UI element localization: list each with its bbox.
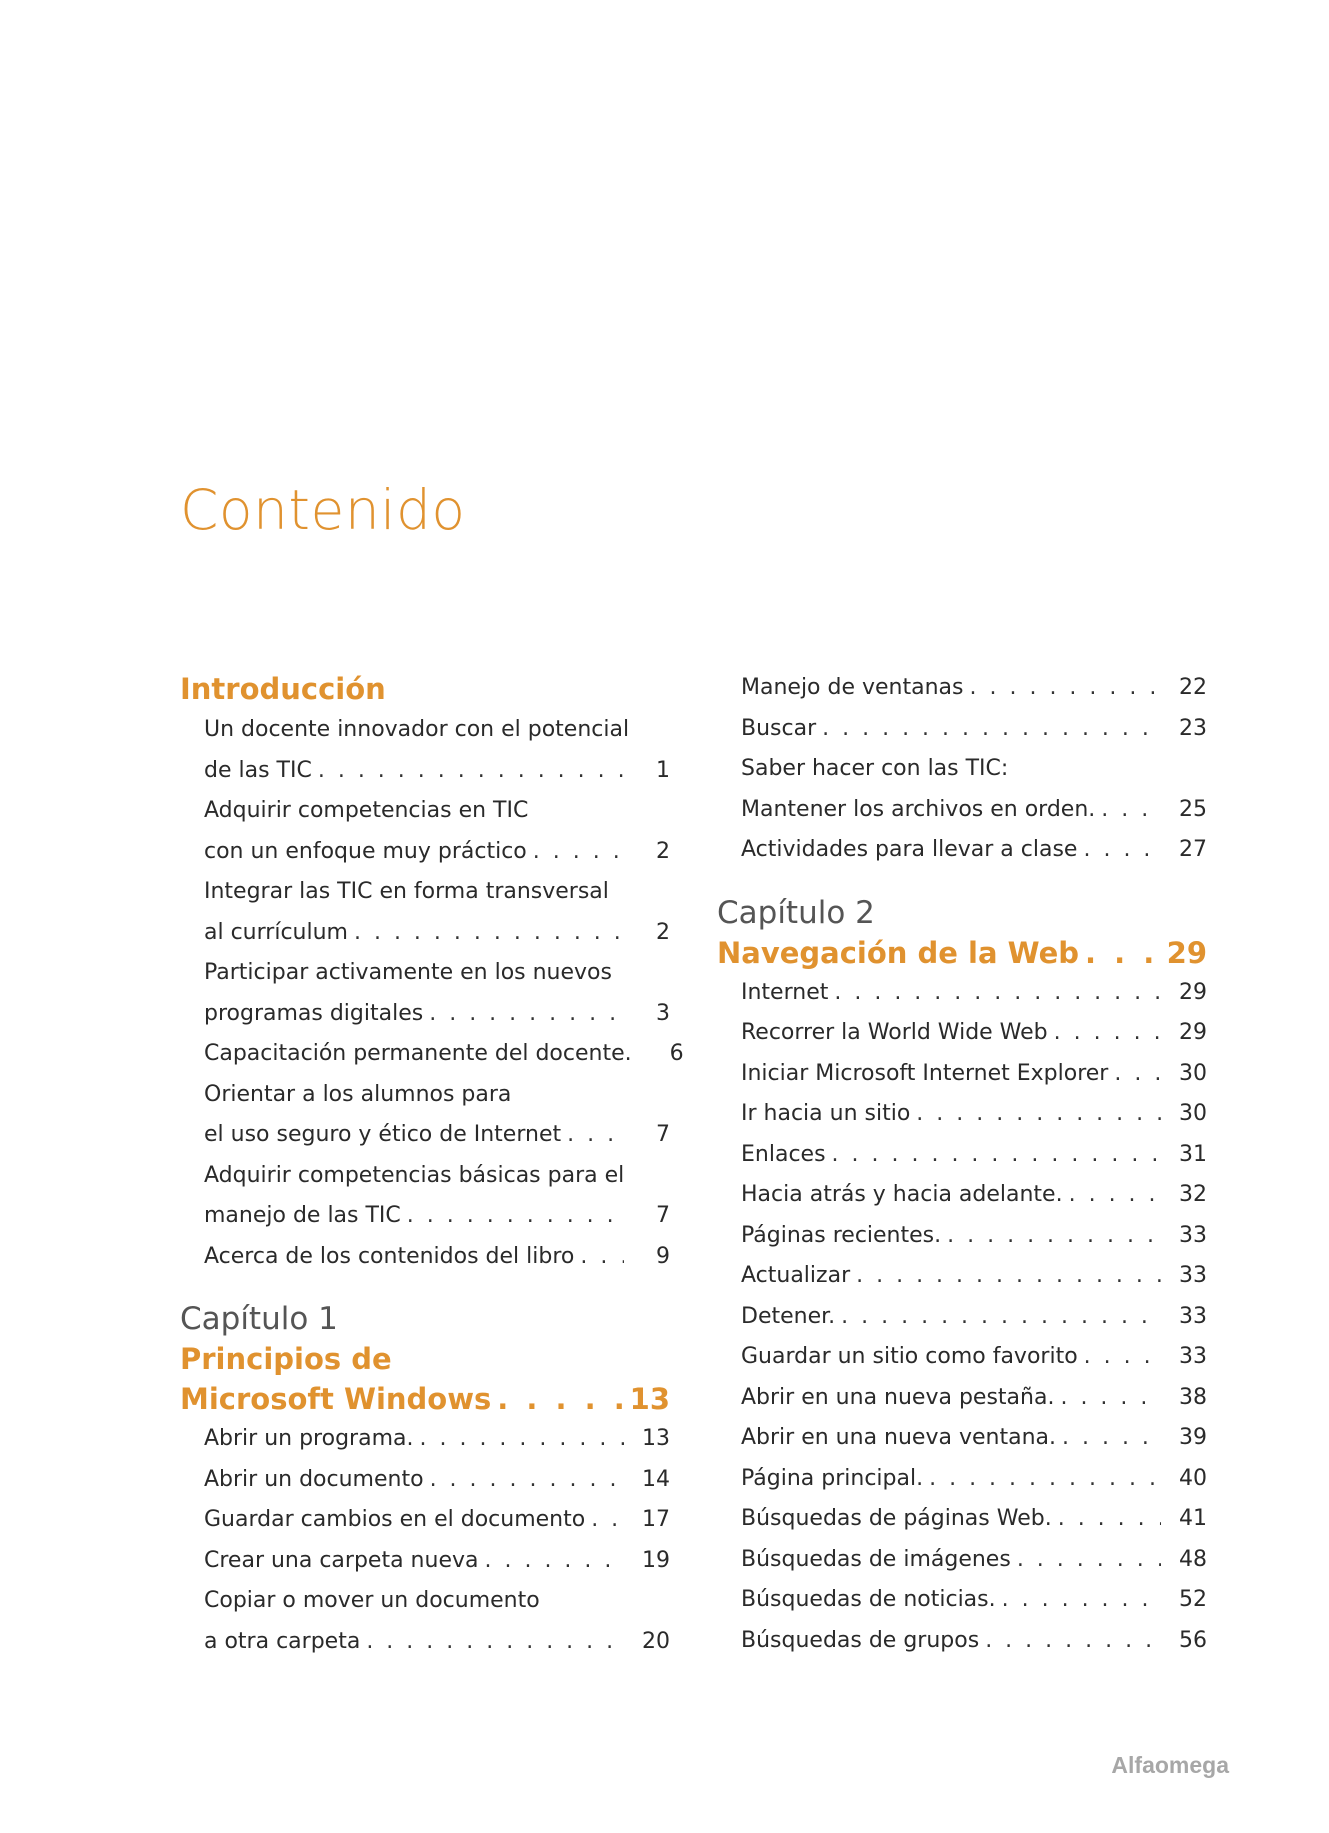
toc-entry-page: 30 — [1179, 1101, 1207, 1126]
toc-entry-page: 13 — [642, 1426, 670, 1451]
toc-entry-page: 20 — [642, 1628, 670, 1654]
chapter2-title-line — [717, 933, 1207, 973]
toc-entry-page: 22 — [1179, 675, 1207, 700]
toc-entry-page: 2 — [656, 838, 670, 864]
intro-heading: Introducción — [180, 672, 386, 706]
toc-entry-page: 33 — [1179, 1263, 1207, 1288]
toc-entry-page: 25 — [1179, 796, 1207, 822]
dot-leader — [856, 1256, 1161, 1297]
toc-entry-text: Actualizar — [741, 1263, 851, 1288]
dot-leader — [1085, 933, 1161, 973]
dot-leader — [1058, 1499, 1161, 1540]
dot-leader — [832, 1135, 1161, 1176]
toc-entry-page: 52 — [1179, 1587, 1207, 1612]
toc-entry-page: 29 — [1179, 979, 1207, 1005]
dot-leader — [484, 1541, 624, 1582]
toc-entry — [717, 749, 1207, 790]
dot-leader — [929, 1459, 1161, 1500]
toc-entry-page: 7 — [656, 1203, 670, 1228]
toc-entry-page: 32 — [1179, 1182, 1207, 1207]
dot-leader — [834, 973, 1161, 1014]
toc-entry-text: de las TIC — [204, 757, 312, 783]
toc-entry-page: 3 — [656, 1000, 670, 1026]
toc-entry-text: Adquirir competencias en TIC — [204, 798, 529, 823]
toc-entry-text: programas digitales — [204, 1000, 424, 1026]
toc-entry — [717, 709, 1207, 750]
toc-entry-text: Un docente innovador con el potencial — [204, 717, 630, 742]
dot-leader — [497, 1379, 623, 1419]
toc-entry-page: 27 — [1179, 837, 1207, 862]
dot-leader — [354, 913, 624, 954]
toc-entry — [717, 830, 1207, 871]
dot-leader — [1002, 1580, 1161, 1621]
continued-entry-list — [717, 668, 1207, 871]
toc-entry — [180, 1581, 670, 1622]
toc-entry — [180, 913, 670, 954]
toc-entry-text: Búsquedas de páginas Web. — [741, 1506, 1052, 1531]
chapter2-title-text: Navegación de la Web — [717, 935, 1080, 970]
toc-entry-page: 33 — [1179, 1344, 1207, 1369]
toc-entry — [180, 1196, 670, 1237]
toc-entry — [180, 1460, 670, 1501]
chapter1-title-text-2: Microsoft Windows — [180, 1382, 492, 1416]
toc-entry-text: Ir hacia un sitio — [741, 1101, 911, 1126]
toc-entry — [180, 1541, 670, 1582]
toc-entry-text: con un enfoque muy práctico — [204, 838, 527, 864]
toc-entry — [717, 1135, 1207, 1176]
toc-entry-page: 14 — [642, 1466, 670, 1492]
toc-left-column — [180, 668, 684, 1662]
toc-entry-text: Iniciar Microsoft Internet Explorer — [741, 1060, 1109, 1086]
toc-entry-text: Guardar un sitio como favorito — [741, 1344, 1078, 1369]
toc-entry — [717, 1540, 1207, 1581]
toc-entry-text: el uso seguro y ético de Internet — [204, 1122, 562, 1147]
toc-entry — [717, 668, 1207, 709]
toc-entry — [717, 1175, 1207, 1216]
dot-leader — [1062, 1418, 1161, 1459]
toc-entry-text: Buscar — [741, 715, 817, 741]
dot-leader — [985, 1621, 1161, 1662]
dot-leader — [567, 1115, 624, 1156]
chapter1-entry-list — [180, 1419, 670, 1662]
toc-entry-text: Crear una carpeta nueva — [204, 1547, 479, 1573]
toc-entry-page: 6 — [669, 1041, 684, 1066]
toc-entry-page: 40 — [1179, 1465, 1207, 1491]
toc-entry-page: 56 — [1179, 1627, 1207, 1653]
page-title: Contenido — [180, 478, 466, 542]
publisher-logo-text: Alfaomega — [1111, 1752, 1229, 1778]
toc-entry-page: 48 — [1179, 1546, 1207, 1572]
toc-entry — [717, 1499, 1207, 1540]
toc-entry — [717, 1013, 1207, 1054]
toc-entry — [180, 1237, 670, 1278]
toc-right-column — [717, 668, 1207, 1661]
chapter1-title-line2 — [180, 1379, 670, 1419]
toc-entry — [717, 973, 1207, 1014]
toc-entry-text: Búsquedas de grupos — [741, 1627, 980, 1653]
chapter2-page: 29 — [1166, 935, 1207, 970]
toc-entry — [180, 832, 670, 873]
toc-entry-text: Integrar las TIC en forma transversal — [204, 879, 609, 904]
toc-entry-text: Hacia atrás y hacia adelante. — [741, 1182, 1063, 1207]
dot-leader — [1017, 1540, 1161, 1581]
toc-entry-page: 38 — [1179, 1384, 1207, 1410]
toc-entry-page: 2 — [656, 919, 670, 945]
dot-leader — [419, 1419, 624, 1460]
toc-entry-text: Manejo de ventanas — [741, 675, 964, 700]
toc-entry-text: Recorrer la World Wide Web — [741, 1020, 1048, 1045]
toc-entry — [180, 791, 670, 832]
toc-entry — [717, 1418, 1207, 1459]
dot-leader — [429, 994, 624, 1035]
toc-entry — [180, 872, 670, 913]
toc-entry-page: 39 — [1179, 1425, 1207, 1450]
toc-entry-text: Página principal. — [741, 1465, 924, 1491]
toc-entry-text: Búsquedas de imágenes — [741, 1546, 1011, 1572]
toc-entry — [717, 1094, 1207, 1135]
dot-leader — [533, 832, 624, 873]
toc-entry-text: Detener. — [741, 1303, 836, 1329]
dot-leader — [1060, 1378, 1161, 1419]
toc-entry — [180, 994, 670, 1035]
toc-entry-text: Páginas recientes. — [741, 1222, 942, 1248]
chapter2-label: Capítulo 2 — [717, 894, 875, 931]
toc-entry-text: Búsquedas de noticias. — [741, 1587, 996, 1612]
dot-leader — [916, 1094, 1161, 1135]
toc-entry-text: Participar activamente en los nuevos — [204, 960, 612, 985]
dot-leader — [1114, 1054, 1161, 1095]
toc-entry-text: Mantener los archivos en orden. — [741, 796, 1096, 822]
toc-entry-text: Guardar cambios en el documento — [204, 1507, 586, 1532]
toc-entry-page: 31 — [1179, 1141, 1207, 1167]
toc-entry-text: a otra carpeta — [204, 1628, 361, 1654]
dot-leader — [970, 668, 1162, 709]
toc-entry-text: manejo de las TIC — [204, 1203, 401, 1228]
toc-entry-text: Actividades para llevar a clase — [741, 837, 1078, 862]
chapter1-title-line1 — [180, 1339, 670, 1379]
dot-leader — [318, 751, 624, 792]
toc-entry-text: Copiar o mover un documento — [204, 1588, 540, 1613]
dot-leader — [947, 1216, 1161, 1257]
dot-leader — [580, 1237, 624, 1278]
toc-entry — [180, 1156, 670, 1197]
toc-entry-page: 41 — [1179, 1506, 1207, 1531]
toc-entry-page: 17 — [642, 1507, 670, 1532]
toc-entry — [180, 1622, 670, 1663]
toc-entry-page: 19 — [642, 1547, 670, 1573]
toc-entry — [180, 710, 670, 751]
chapter2-entry-list — [717, 973, 1207, 1662]
toc-entry-text: Capacitación permanente del docente. — [204, 1041, 632, 1066]
dot-leader — [407, 1196, 624, 1237]
toc-entry — [180, 751, 670, 792]
dot-leader — [1069, 1175, 1161, 1216]
toc-entry — [180, 1115, 670, 1156]
toc-entry-text: Adquirir competencias básicas para el — [204, 1162, 625, 1188]
toc-entry-page: 33 — [1179, 1222, 1207, 1248]
toc-entry-text: Enlaces — [741, 1141, 826, 1167]
toc-entry — [717, 1216, 1207, 1257]
chapter1-label: Capítulo 1 — [180, 1301, 338, 1337]
toc-entry — [717, 790, 1207, 831]
dot-leader — [1101, 790, 1161, 831]
dot-leader — [841, 1297, 1161, 1338]
toc-entry — [717, 1459, 1207, 1500]
dot-leader — [430, 1460, 624, 1501]
chapter1-page: 13 — [629, 1382, 670, 1416]
toc-entry-text: al currículum — [204, 919, 348, 945]
toc-entry — [717, 1621, 1207, 1662]
toc-entry-page: 33 — [1179, 1303, 1207, 1329]
intro-entry-list — [180, 710, 684, 1277]
toc-entry — [180, 1034, 684, 1075]
toc-entry-text: Abrir un programa. — [204, 1426, 414, 1451]
toc-entry-page: 7 — [656, 1122, 670, 1147]
toc-entry-page: 23 — [1179, 715, 1207, 741]
toc-entry-text: Internet — [741, 979, 829, 1005]
toc-entry-text: Abrir un documento — [204, 1466, 424, 1492]
toc-entry — [717, 1337, 1207, 1378]
toc-entry — [717, 1580, 1207, 1621]
toc-entry-text: Acerca de los contenidos del libro — [204, 1243, 575, 1269]
toc-entry-text: Orientar a los alumnos para — [204, 1081, 512, 1107]
toc-entry — [180, 1419, 670, 1460]
toc-entry-page: 9 — [656, 1243, 670, 1269]
toc-entry — [180, 1500, 670, 1541]
dot-leader — [366, 1622, 624, 1663]
toc-entry-page: 29 — [1179, 1020, 1207, 1045]
toc-entry — [180, 1075, 670, 1116]
toc-entry-text: Saber hacer con las TIC: — [741, 756, 1009, 781]
toc-entry — [717, 1297, 1207, 1338]
toc-entry — [180, 953, 670, 994]
dot-leader — [822, 709, 1161, 750]
dot-leader — [1083, 830, 1161, 871]
toc-entry — [717, 1378, 1207, 1419]
toc-entry — [717, 1054, 1207, 1095]
toc-entry-text: Abrir en una nueva ventana. — [741, 1425, 1056, 1450]
chapter1-title-text-1: Principios de — [180, 1342, 392, 1376]
toc-entry-text: Abrir en una nueva pestaña. — [741, 1384, 1055, 1410]
toc-entry-page: 1 — [656, 757, 670, 783]
dot-leader — [1084, 1337, 1161, 1378]
toc-entry-page: 30 — [1179, 1060, 1207, 1086]
toc-entry — [717, 1256, 1207, 1297]
dot-leader — [591, 1500, 624, 1541]
dot-leader — [1054, 1013, 1161, 1054]
